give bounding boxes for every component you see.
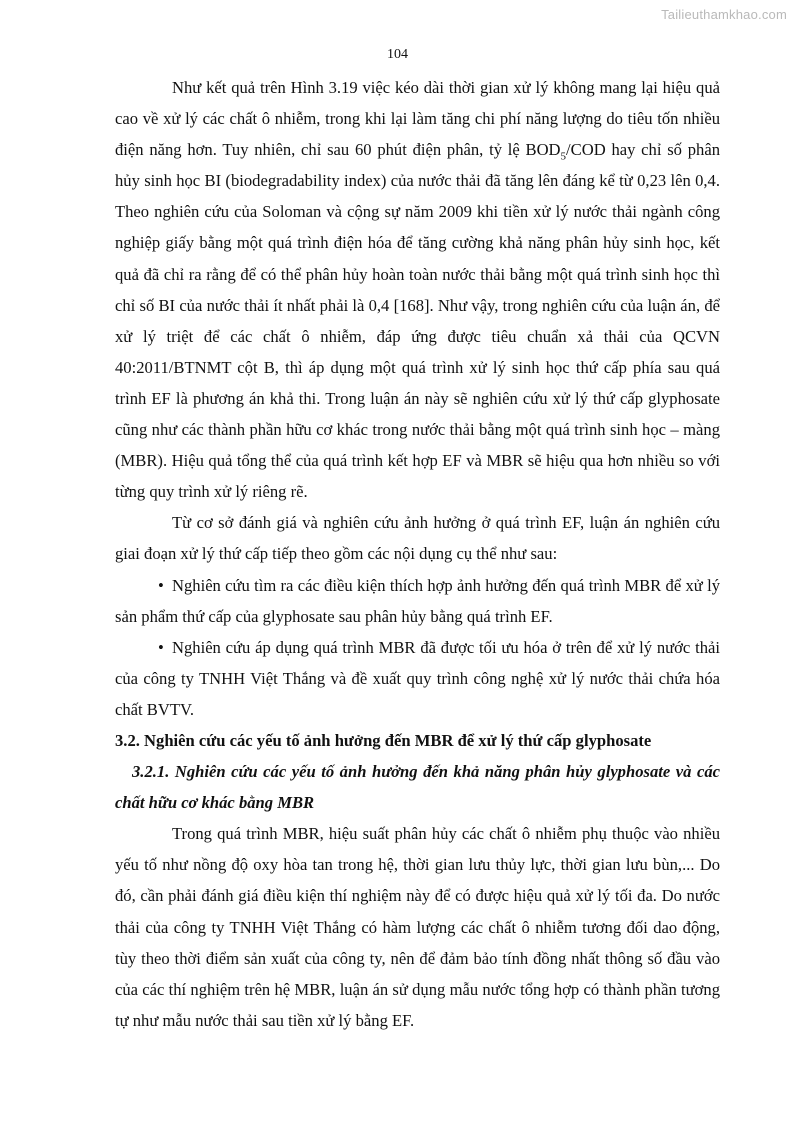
paragraph-mbr-conditions: Trong quá trình MBR, hiệu suất phân hủy các chất ô nhiễm phụ thuộc vào nhiều yếu tố như nồng độ oxy hòa tan trong hệ, thời gian lưu thủy lực, thời gian lưu bùn,... Do đó, cần phải đánh giá điều kiện thí nghiệm này để có được hiệu quả xử lý tối đa. Do nước thải của công ty TNHH Việt Thắng có hàm lượng các chất ô nhiễm tương đối dao động, tùy theo thời điểm sản xuất của công ty, nên để đảm bảo tính đồng nhất thông số đầu vào của các thí nghiệm trên hệ MBR, luận án sử dụng mẫu nước tổng hợp có thành phần tương tự như mẫu nước thải sau tiền xử lý bằng EF. [115,824,720,1030]
paragraph-ef-basis: Từ cơ sở đánh giá và nghiên cứu ảnh hưởng ở quá trình EF, luận án nghiên cứu giai đoạn xử lý thứ cấp tiếp theo gồm các nội dụng cụ thể như sau: [115,513,720,564]
paragraph-text: Như kết quả trên Hình 3.19 việc kéo dài thời gian xử lý không mang lại hiệu quả cao về xử lý các chất ô nhiễm, trong khi lại làm tăng chi phí năng lượng do tiêu tốn nhiều điện năng hơn. Tuy nhiên, chỉ sau 60 phút điện phân, tỷ lệ BOD [115,78,720,160]
watermark: Tailieuthamkhao.com [661,7,787,22]
subscript: 5 [560,150,567,163]
page-number: 104 [387,47,408,62]
paragraph-bi-index [115,72,720,507]
document-body [115,72,720,1036]
list-item-text: Nghiên cứu tìm ra các điều kiện thích hợp ảnh hưởng đến quá trình MBR để xử lý sản phẩm thứ cấp của glyphosate sau phân hủy bằng quá trình EF. [115,575,720,626]
list-item [115,632,720,725]
list-item-text: Nghiên cứu áp dụng quá trình MBR đã được tối ưu hóa ở trên để xử lý nước thải của công ty TNHH Việt Thắng và đề xuất quy trình công nghệ xử lý nước thải chứa hóa chất BVTV. [115,637,720,719]
bullet-icon: • [158,575,164,595]
paragraph-text: /COD hay chỉ số phân hủy sinh học BI (biodegradability index) của nước thải đã tăng lên đáng kể từ 0,23 lên 0,4. Theo nghiên cứu của Soloman và cộng sự năm 2009 khi tiền xử lý nước thải ngành công nghiệp giấy bằng một quá trình điện hóa để tăng cường khả năng phân hủy sinh học, kết quả đã chỉ ra rằng để có thể phân hủy hoàn toàn nước thải bằng một quá trình sinh học thì chỉ số BI của nước thải ít nhất phải là 0,4 [168]. Như vậy, trong nghiên cứu của luận án, để xử lý triệt để các chất ô nhiễm, đáp ứng được tiêu chuẩn xả thải của QCVN 40:2011/BTNMT cột B, thì áp dụng một quá trình xử lý sinh học thứ cấp phía sau quá trình EF là phương án khả thi. Trong luận án này sẽ nghiên cứu xử lý thứ cấp glyphosate cũng như các thành phần hữu cơ khác trong nước thải bằng một quá trình sinh học – màng (MBR). Hiệu quả tổng thể của quá trình kết hợp EF và MBR sẽ hiệu qua hơn nhiều so với từng quy trình xử lý riêng rẽ. [115,140,720,502]
list-item [115,570,720,632]
subsection-heading: 3.2.1. Nghiên cứu các yếu tố ảnh hưởng đến khả năng phân hủy glyphosate và các chất hữu cơ khác bằng MBR [115,762,720,813]
bullet-icon: • [158,637,164,657]
section-heading: 3.2. Nghiên cứu các yếu tố ảnh hưởng đến MBR để xử lý thứ cấp glyphosate [115,730,652,750]
